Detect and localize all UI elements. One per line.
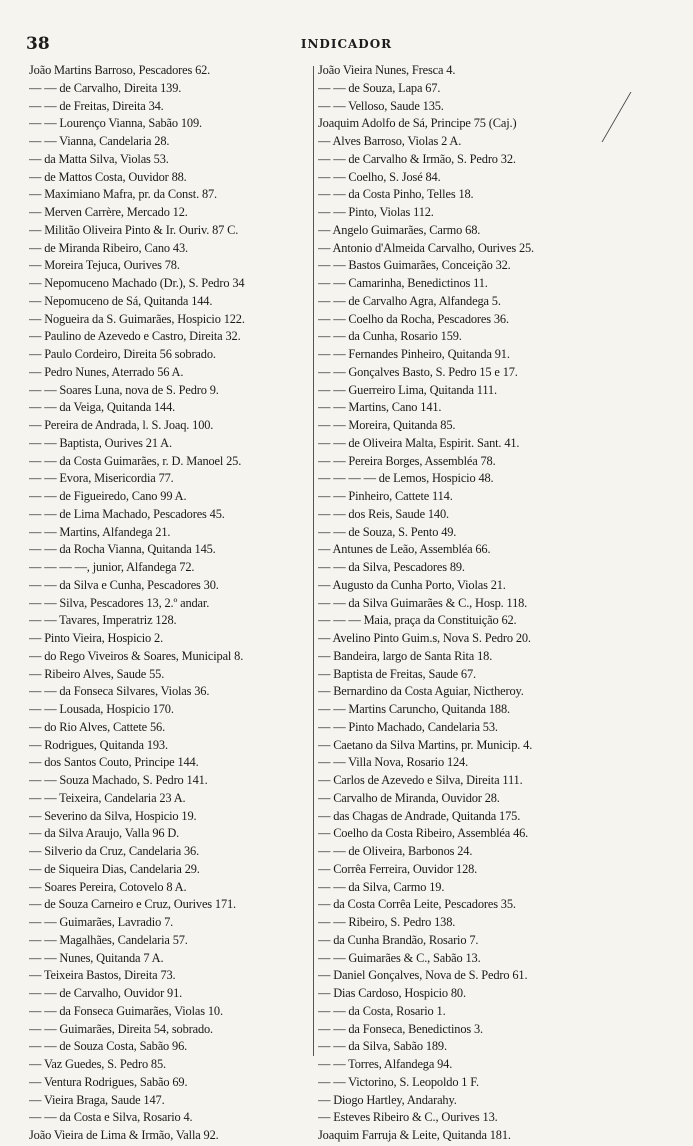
directory-entry: — — de Oliveira, Barbonos 24. xyxy=(318,844,473,858)
directory-entry: — — Villa Nova, Rosario 124. xyxy=(318,755,469,770)
column-divider xyxy=(313,66,314,1056)
directory-entry: — Teixeira Bastos, Direita 73. xyxy=(29,968,176,983)
directory-entry: — — Evora, Misericordia 77. xyxy=(29,471,174,486)
directory-entry: — — Coelho da Rocha, Pescadores 36. xyxy=(318,311,509,326)
directory-entry: — Nepomuceno Machado (Dr.), S. Pedro 34 xyxy=(29,276,245,290)
directory-entry: — — Teixeira, Candelaria 23 A. xyxy=(29,790,186,805)
directory-entry: — — de Oliveira Malta, Espirit. Sant. 41. xyxy=(318,435,520,450)
directory-entry: — Antunes de Leão, Assembléa 66. xyxy=(318,542,491,557)
directory-entry: João Vieira de Lima & Irmão, Valla 92. xyxy=(29,1128,219,1142)
directory-entry: — Moreira Tejuca, Ourives 78. xyxy=(29,258,180,273)
directory-entry: — — Victorino, S. Leopoldo 1 F. xyxy=(318,1074,480,1089)
directory-entry: — das Chagas de Andrade, Quitanda 175. xyxy=(318,808,521,823)
directory-entry: — — de Carvalho & Irmão, S. Pedro 32. xyxy=(318,151,516,166)
directory-entry: — Baptista de Freitas, Saude 67. xyxy=(318,666,476,681)
directory-entry: — — Nunes, Quitanda 7 A. xyxy=(29,950,164,965)
directory-entry: — Merven Carrère, Mercado 12. xyxy=(29,205,188,219)
directory-entry: — — Moreira, Quitanda 85. xyxy=(318,418,456,432)
directory-entry: — Paulino de Azevedo e Castro, Direita 32. xyxy=(29,329,241,344)
directory-entry: — — Torres, Alfandega 94. xyxy=(318,1057,453,1071)
directory-entry: — da Matta Silva, Violas 53. xyxy=(29,151,169,166)
directory-entry: — Dias Cardoso, Hospicio 80. xyxy=(318,986,466,1000)
directory-entry: — Antonio d'Almeida Carvalho, Ourives 25. xyxy=(318,240,534,255)
directory-entry: — Daniel Gonçalves, Nova de S. Pedro 61. xyxy=(318,968,528,983)
directory-entry: — — Pinto Machado, Candelaria 53. xyxy=(318,719,498,734)
directory-entry: — Caetano da Silva Martins, pr. Municip. 4. xyxy=(318,737,533,752)
directory-entry: — Pereira de Andrada, l. S. Joaq. 100. xyxy=(29,418,214,432)
directory-entry: — de Souza Carneiro e Cruz, Ourives 171. xyxy=(29,897,236,912)
directory-entry: — do Rio Alves, Cattete 56. xyxy=(29,719,166,734)
directory-entry: — Vaz Guedes, S. Pedro 85. xyxy=(29,1057,166,1071)
directory-entry: — — da Silva, Carmo 19. xyxy=(318,879,445,894)
directory-entry: — — de Lima Machado, Pescadores 45. xyxy=(29,506,225,521)
right-column xyxy=(318,62,688,1145)
directory-entry: — — da Costa e Silva, Rosario 4. xyxy=(29,1110,193,1125)
directory-entry: — — Souza Machado, S. Pedro 141. xyxy=(29,773,208,787)
directory-entry: — Diogo Hartley, Andarahy. xyxy=(318,1092,457,1107)
directory-entry: — — de Souza Costa, Sabão 96. xyxy=(29,1039,188,1054)
directory-entry: — dos Santos Couto, Principe 144. xyxy=(29,755,199,770)
directory-entry: — da Silva Araujo, Valla 96 D. xyxy=(29,826,180,841)
directory-entry: — — de Souza, Lapa 67. xyxy=(318,80,441,95)
directory-entry: — — Bastos Guimarães, Conceição 32. xyxy=(318,258,511,273)
directory-entry: — Paulo Cordeiro, Direita 56 sobrado. xyxy=(29,347,216,361)
directory-entry: — do Rego Viveiros & Soares, Municipal 8. xyxy=(29,648,244,663)
directory-entry: — — da Silva, Sabão 189. xyxy=(318,1039,447,1054)
directory-entry: — Ventura Rodrigues, Sabão 69. xyxy=(29,1074,188,1089)
left-column xyxy=(29,62,313,1145)
directory-entry: — — da Fonseca Silvares, Violas 36. xyxy=(29,684,210,699)
directory-entry: — — Martins, Alfandega 21. xyxy=(29,524,171,539)
directory-entry: Joaquim Adolfo de Sá, Principe 75 (Caj.) xyxy=(318,116,517,131)
directory-entry: — Pedro Nunes, Aterrado 56 A. xyxy=(29,364,184,379)
directory-entry: — — Tavares, Imperatriz 128. xyxy=(29,613,177,628)
directory-entry: — Avelino Pinto Guim.s, Nova S. Pedro 20. xyxy=(318,631,531,645)
directory-entry: — — Velloso, Saude 135. xyxy=(318,98,444,113)
directory-entry: — — — Maia, praça da Constituição 62. xyxy=(318,613,517,628)
directory-entry: — — Pereira Borges, Assembléa 78. xyxy=(318,453,496,468)
directory-entry: — Pinto Vieira, Hospicio 2. xyxy=(29,631,164,645)
directory-entry: — — Baptista, Ourives 21 A. xyxy=(29,435,172,450)
directory-entry: — Ribeiro Alves, Saude 55. xyxy=(29,666,165,681)
directory-entry: — — de Carvalho Agra, Alfandega 5. xyxy=(318,293,501,308)
directory-entry: — — — — de Lemos, Hospicio 48. xyxy=(318,471,494,486)
directory-entry: — — Magalhães, Candelaria 57. xyxy=(29,932,188,947)
directory-entry: — — da Veiga, Quitanda 144. xyxy=(29,400,176,415)
directory-entry: — — de Freitas, Direita 34. xyxy=(29,98,164,113)
directory-entry: — Carlos de Azevedo e Silva, Direita 111. xyxy=(318,773,523,787)
page-number: 38 xyxy=(26,34,50,54)
directory-entry: — — da Silva Guimarães & C., Hosp. 118. xyxy=(318,595,528,610)
directory-entry: — — Guimarães & C., Sabão 13. xyxy=(318,950,481,965)
directory-entry: — — Soares Luna, nova de S. Pedro 9. xyxy=(29,382,219,397)
directory-entry: — — da Silva, Pescadores 89. xyxy=(318,560,465,574)
directory-entry: — de Siqueira Dias, Candelaria 29. xyxy=(29,861,200,876)
directory-entry: — — — —, junior, Alfandega 72. xyxy=(29,560,195,574)
directory-entry: — — da Costa, Rosario 1. xyxy=(318,1003,446,1018)
directory-entry: — Alves Barroso, Violas 2 A. xyxy=(318,134,462,148)
directory-entry: — Augusto da Cunha Porto, Violas 21. xyxy=(318,577,506,592)
directory-entry: — de Miranda Ribeiro, Cano 43. xyxy=(29,240,188,255)
directory-entry: — — de Souza, S. Pento 49. xyxy=(318,524,457,539)
directory-entry: — da Cunha Brandão, Rosario 7. xyxy=(318,932,479,947)
directory-entry: — — da Costa Pinho, Telles 18. xyxy=(318,187,474,202)
directory-entry: — — Guerreiro Lima, Quitanda 111. xyxy=(318,382,497,397)
directory-entry: — — da Silva e Cunha, Pescadores 30. xyxy=(29,577,219,592)
directory-entry: — — Lourenço Vianna, Sabão 109. xyxy=(29,116,202,131)
directory-entry: — — Ribeiro, S. Pedro 138. xyxy=(318,915,456,929)
directory-entry: — Esteves Ribeiro & C., Ourives 13. xyxy=(318,1110,498,1125)
directory-entry: Joaquim Farruja & Leite, Quitanda 181. xyxy=(318,1128,511,1142)
directory-entry: — Militão Oliveira Pinto & Ir. Ouriv. 87 C. xyxy=(29,222,239,237)
directory-entry: — Rodrigues, Quitanda 193. xyxy=(29,737,168,752)
directory-entry: — — da Fonseca, Benedictinos 3. xyxy=(318,1021,484,1036)
directory-entry: — — da Cunha, Rosario 159. xyxy=(318,329,462,344)
directory-entry: — — da Fonseca Guimarães, Violas 10. xyxy=(29,1003,223,1018)
directory-entry: — — Camarinha, Benedictinos 11. xyxy=(318,276,488,290)
directory-entry: João Martins Barroso, Pescadores 62. xyxy=(29,63,211,77)
directory-entry: — Nepomuceno de Sá, Quitanda 144. xyxy=(29,293,213,308)
directory-entry: — — Martins, Cano 141. xyxy=(318,400,442,415)
directory-entry: — — Martins Caruncho, Quitanda 188. xyxy=(318,702,510,716)
directory-entry: João Vieira Nunes, Fresca 4. xyxy=(318,63,456,77)
directory-entry: — Bernardino da Costa Aguiar, Nictheroy. xyxy=(318,684,524,699)
directory-entry: — — Pinto, Violas 112. xyxy=(318,205,434,219)
directory-entry: — — Vianna, Candelaria 28. xyxy=(29,134,170,148)
directory-entry: — Severino da Silva, Hospicio 19. xyxy=(29,808,197,823)
directory-entry: — — Gonçalves Basto, S. Pedro 15 e 17. xyxy=(318,364,518,379)
directory-entry: — — Silva, Pescadores 13, 2.º andar. xyxy=(29,595,210,610)
directory-entry: — da Costa Corrêa Leite, Pescadores 35. xyxy=(318,897,516,912)
directory-entry: — — da Rocha Vianna, Quitanda 145. xyxy=(29,542,216,557)
directory-entry: — — Fernandes Pinheiro, Quitanda 91. xyxy=(318,347,510,361)
directory-entry: — Maximiano Mafra, pr. da Const. 87. xyxy=(29,187,218,202)
directory-entry: — de Mattos Costa, Ouvidor 88. xyxy=(29,169,187,184)
directory-entry: — — de Carvalho, Direita 139. xyxy=(29,80,182,95)
directory-entry: — — Coelho, S. José 84. xyxy=(318,169,441,184)
directory-entry: — — Guimarães, Lavradio 7. xyxy=(29,915,174,929)
directory-entry: — — da Costa Guimarães, r. D. Manoel 25. xyxy=(29,453,242,468)
directory-entry: — Angelo Guimarães, Carmo 68. xyxy=(318,222,481,237)
directory-entry: — — de Figueiredo, Cano 99 A. xyxy=(29,489,187,503)
directory-entry: — Nogueira da S. Guimarães, Hospicio 122. xyxy=(29,311,245,326)
directory-entry: — — dos Reis, Saude 140. xyxy=(318,506,449,521)
directory-entry: — Corrêa Ferreira, Ouvidor 128. xyxy=(318,861,478,876)
directory-entry: — Bandeira, largo de Santa Rita 18. xyxy=(318,648,493,663)
directory-entry: — — Lousada, Hospicio 170. xyxy=(29,702,174,716)
directory-entry: — Carvalho de Miranda, Ouvidor 28. xyxy=(318,790,500,805)
directory-entry: — — Guimarães, Direita 54, sobrado. xyxy=(29,1021,214,1036)
directory-entry: — Soares Pereira, Cotovelo 8 A. xyxy=(29,879,187,894)
running-head: INDICADOR xyxy=(300,37,393,51)
directory-entry: — Vieira Braga, Saude 147. xyxy=(29,1092,165,1107)
directory-entry: — Coelho da Costa Ribeiro, Assembléa 46. xyxy=(318,826,529,841)
directory-entry: — — Pinheiro, Cattete 114. xyxy=(318,489,453,503)
directory-entry: — Silverio da Cruz, Candelaria 36. xyxy=(29,844,200,858)
directory-entry: — — de Carvalho, Ouvidor 91. xyxy=(29,986,183,1000)
